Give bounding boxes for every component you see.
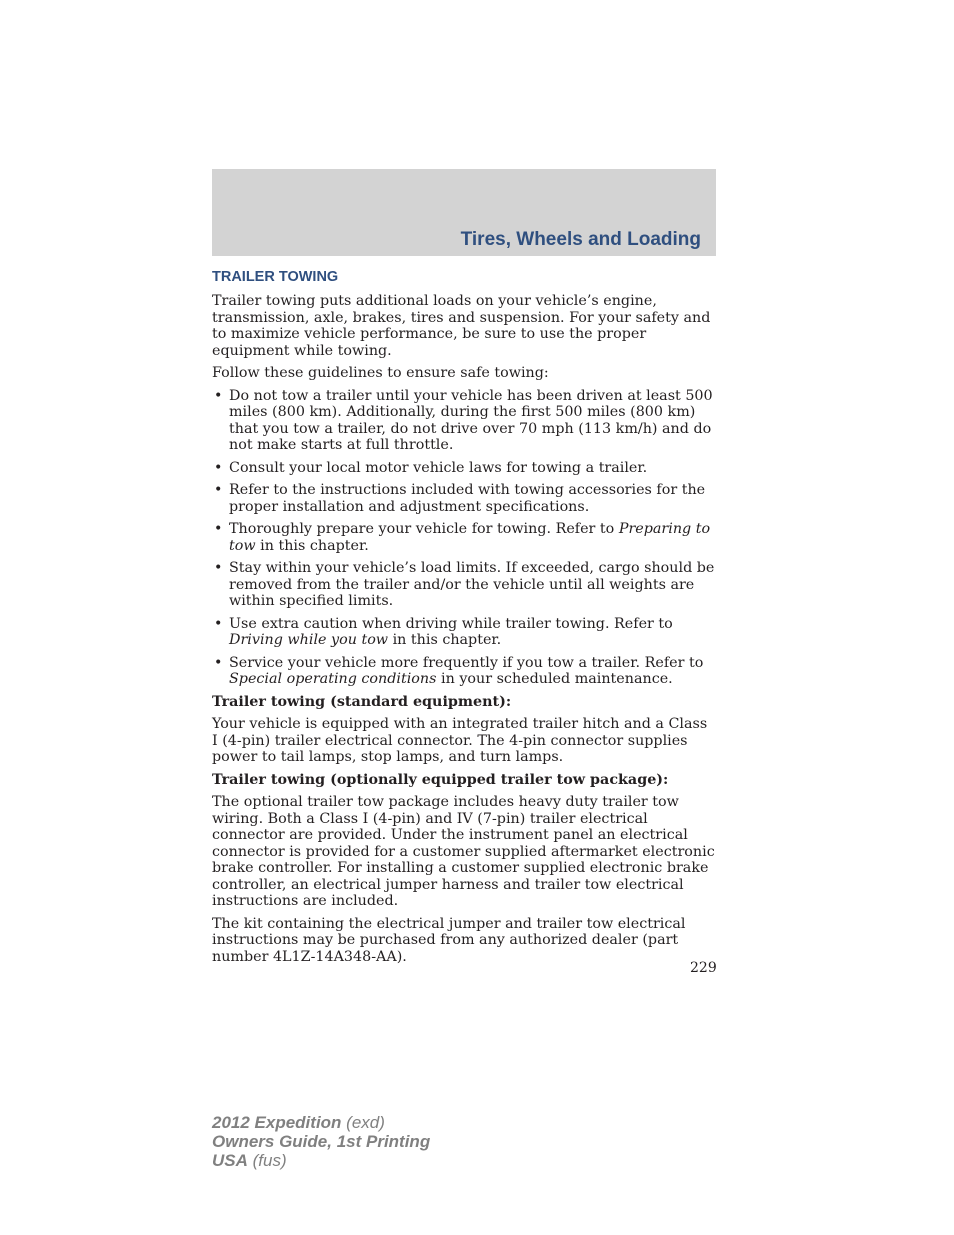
standard-equipment-body: Your vehicle is equipped with an integrated trailer hitch and a Class I (4-pin) trailer electrical connector. The 4-pin connector supplies power to tail lamps, stop lamps, and turn lamps. [212,716,708,765]
footer-market-code: (fus) [252,1151,287,1170]
page-content [212,268,716,971]
tow-package-heading: Trailer towing (optionally equipped trailer tow package): [212,771,669,788]
list-item [212,388,716,454]
cross-reference-preparing-to-tow: Preparing to tow [229,521,711,554]
guidelines-lead: Follow these guidelines to ensure safe towing: [212,365,549,381]
chapter-title: Tires, Wheels and Loading [460,229,701,250]
list-item-text: in your scheduled maintenance. [436,671,673,687]
section-title: TRAILER TOWING [212,269,339,285]
tow-package-body: The optional trailer tow package includes heavy duty trailer tow wiring. Both a Class I (4-pin) and IV (7-pin) trailer electrical connector are provided. Under the instrument panel an electrical connector is provided for a customer supplied aftermarket electronic brake controller. For installing a customer supplied electronic brake controller, an electrical jumper harness and trailer tow electrical instructions are included. [212,794,715,909]
list-item-text: Use extra caution when driving while trailer towing. Refer to [229,615,673,632]
list-item [212,521,716,554]
list-item [212,482,716,515]
list-item-text: Refer to the instructions included with towing accessories for the proper installation and adjustment specifications. [229,482,706,515]
kit-note: The kit containing the electrical jumper and trailer tow electrical instructions may be purchased from any authorized dealer (part number 4L1Z-14A348-AA). [212,915,686,965]
list-item-text: Stay within your vehicle’s load limits. If exceeded, cargo should be removed from the trailer and/or the vehicle until all weights are within specified limits. [229,560,715,609]
footer-guide: Owners Guide, 1st Printing [212,1132,431,1151]
footer-market: USA [212,1151,248,1170]
page-number: 229 [690,960,717,976]
list-item [212,560,716,610]
list-item [212,616,716,649]
chapter-header-band [212,169,716,256]
list-item [212,655,716,688]
footer-model: 2012 Expedition [212,1113,342,1132]
footer-line-guide [212,1132,430,1151]
guidelines-list [212,388,716,688]
footer-model-code: (exd) [346,1113,385,1132]
intro-paragraph: Trailer towing puts additional loads on your vehicle’s engine, transmission, axle, brakes, tires and suspension. For your safety and to maximize vehicle performance, be sure to use the proper equipment while towing. [212,293,711,359]
list-item-text: Service your vehicle more frequently if you tow a trailer. Refer to [229,654,704,671]
footer-line-model [212,1113,430,1132]
list-item-text: Do not tow a trailer until your vehicle has been driven at least 500 miles (800 km). Additionally, during the first 500 miles (800 km) that you tow a trailer, do not drive over 70 mph (113 km/h) and do not make starts at full throttle. [229,387,713,453]
list-item-text: Consult your local motor vehicle laws for towing a trailer. [229,459,648,476]
list-item [212,460,716,477]
standard-equipment-heading: Trailer towing (standard equipment): [212,693,512,710]
cross-reference-special-operating-conditions: Special operating conditions [229,671,437,687]
list-item-text: in this chapter. [255,537,369,554]
cross-reference-driving-while-you-tow: Driving while you tow [229,632,389,648]
footer-line-market [212,1151,430,1170]
list-item-text: Thoroughly prepare your vehicle for towing. Refer to [229,521,619,537]
footer-print-info [212,1113,430,1170]
list-item-text: in this chapter. [388,632,502,648]
